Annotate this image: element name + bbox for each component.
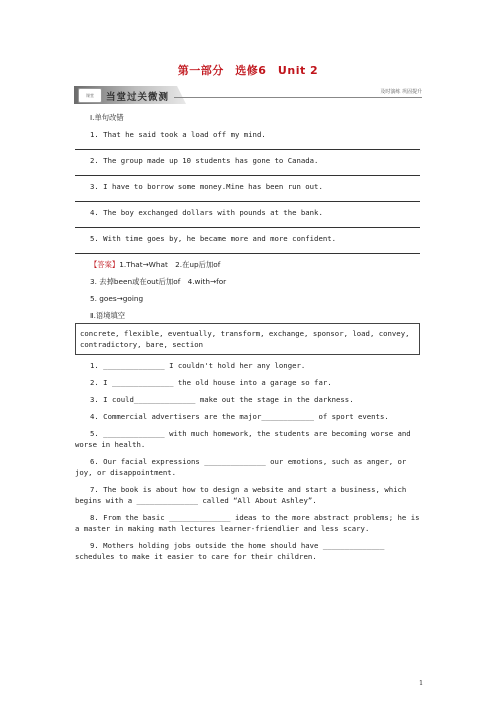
part1-item-1: 1. That he said took a load off my mind. (90, 130, 266, 139)
part2-item-8: 8. From the basic ______________ ideas to the more abstract problems; he is a master in making math lectures learner-friendlier and less scary. (75, 513, 420, 533)
answer-text-2: 3. 去掉been或在out后加of 4.with→for (90, 277, 227, 286)
answer-blank-line (75, 244, 420, 254)
word-bank-box (75, 323, 420, 355)
part1-item-4: 4. The boy exchanged dollars with pounds at the bank. (90, 208, 323, 217)
answer-text-3: 5. goes→going (90, 294, 144, 303)
part1-item-3: 3. I have to borrow some money.Mine has been run out. (90, 182, 323, 191)
part2-item-9: 9. Mothers holding jobs outside the home should have ______________ schedules to make it easier to care for their children. (75, 541, 385, 561)
part2-item-4: 4. Commercial advertisers are the major____________ of sport events. (90, 412, 389, 421)
banner-slogan: 及时演练 巩固提升 (380, 89, 422, 95)
part1-heading: Ⅰ.单句改错 (90, 113, 124, 122)
word-bank-text: concrete, flexible, eventually, transform, exchange, sponsor, load, convey, contradictory, bare, section (80, 329, 410, 349)
page-number: 1 (419, 679, 424, 687)
answer-blank-line (75, 192, 420, 202)
part2-item-2: 2. I ______________ the old house into a garage so far. (90, 378, 332, 387)
answer-blank-line (75, 218, 420, 228)
part2-item-1: 1. ______________ I couldn't hold her any longer. (90, 361, 306, 370)
part2-item-6: 6. Our facial expressions ______________ our emotions, such as anger, or joy, or disappointment. (75, 457, 407, 477)
page-title: 第一部分 选修6 Unit 2 (177, 64, 319, 77)
answer-label: 【答案】 (90, 260, 120, 269)
answer-text-1: 1.That→What 2.在up后加of (119, 260, 221, 269)
part2-item-3: 3. I could______________ make out the stage in the darkness. (90, 395, 354, 404)
banner-divider (174, 97, 422, 98)
part2-item-5: 5. ______________ with much homework, the students are becoming worse and worse in health. (75, 429, 411, 449)
answer-row-1 (75, 259, 420, 270)
answer-blank-line (75, 140, 420, 150)
banner-badge: 课堂 (78, 88, 102, 103)
part1-item-2: 2. The group made up 10 students has gone to Canada. (90, 156, 319, 165)
exercise-content (75, 112, 420, 562)
part2-heading: Ⅱ.语境填空 (90, 311, 126, 320)
section-banner (74, 86, 422, 106)
part1-item-5: 5. With time goes by, he became more and more confident. (90, 234, 337, 243)
banner-label: 当堂过关微测 (106, 92, 170, 103)
answer-blank-line (75, 166, 420, 176)
part2-item-7: 7. The book is about how to design a website and start a business, which begins with a ______________ called “All About Ashley”. (75, 485, 407, 505)
